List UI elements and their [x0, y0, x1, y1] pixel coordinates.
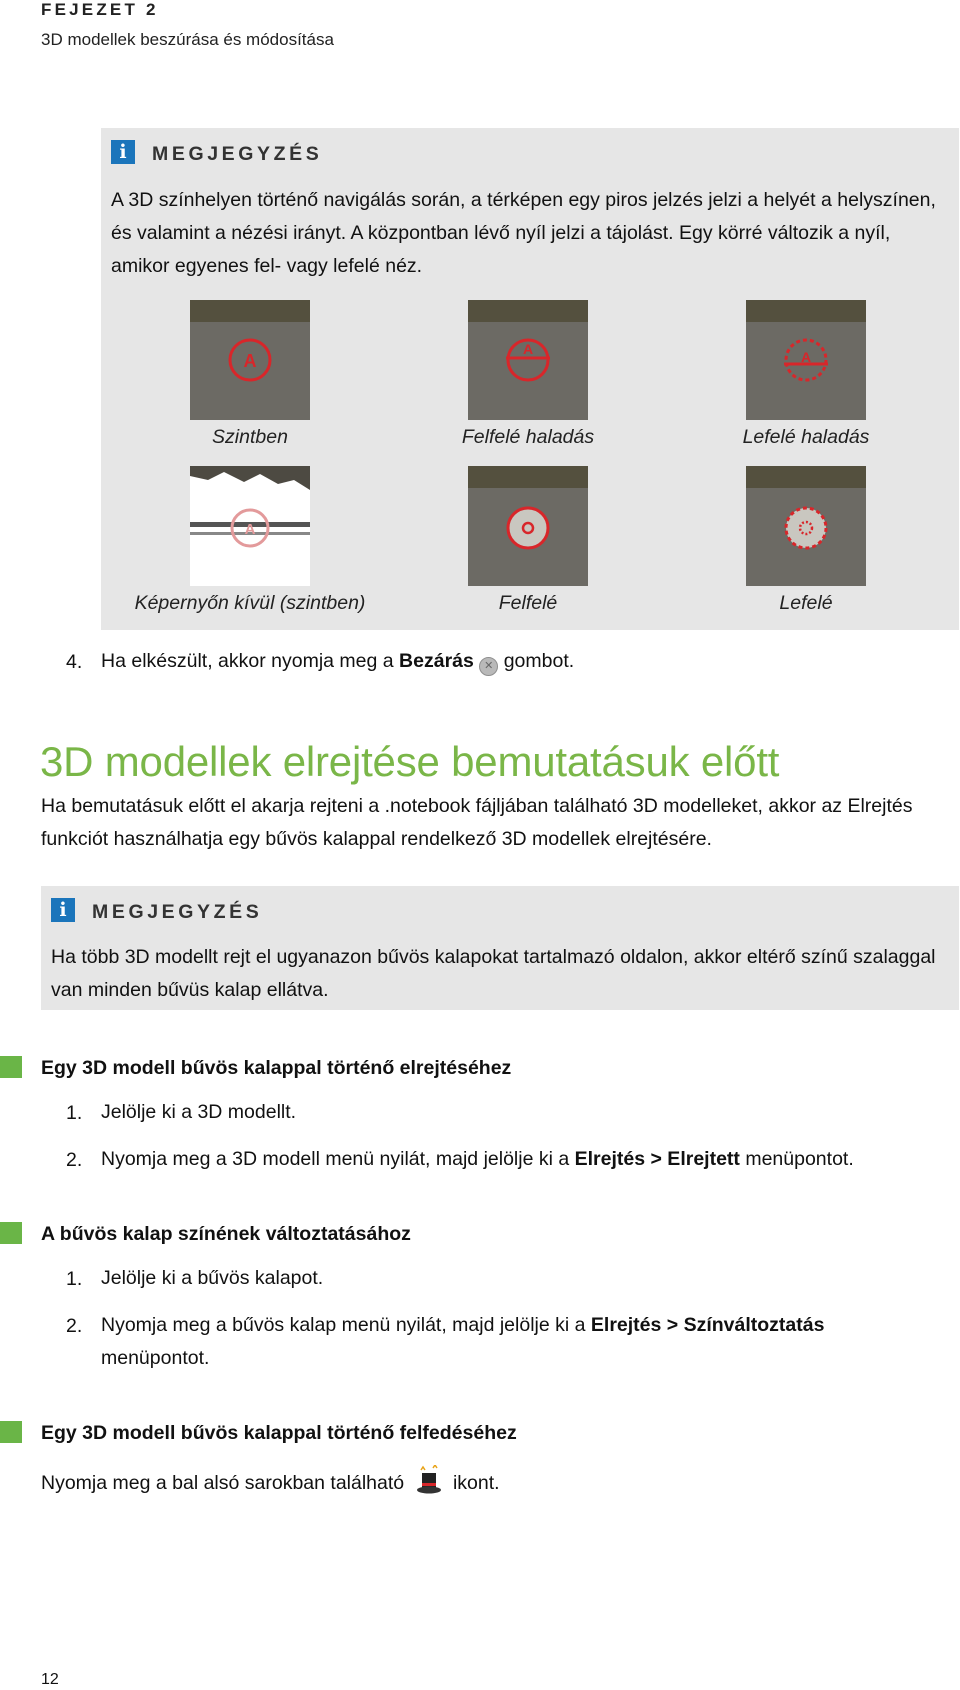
magic-hat-icon	[416, 1465, 442, 1495]
step-text-prefix: Nyomja meg a bal alsó sarokban található	[41, 1472, 405, 1494]
step-number: 2.	[66, 1315, 83, 1337]
step-number: 4.	[66, 651, 83, 673]
task-title-change-color: A bűvös kalap színének változtatásához	[41, 1223, 411, 1245]
svg-text:A: A	[800, 349, 812, 365]
map-marker-level-image	[190, 300, 310, 420]
menu-path: Elrejtés > Színváltoztatás	[590, 1314, 825, 1336]
map-marker-offscreen-image	[190, 466, 310, 586]
note-heading: MEGJEGYZÉS	[92, 901, 263, 923]
svg-text:A: A	[243, 351, 257, 371]
task-marker	[0, 1222, 22, 1244]
page-number: 12	[41, 1671, 59, 1688]
note-box-hats	[41, 886, 959, 1010]
step-text	[101, 1309, 931, 1375]
step-text	[101, 645, 921, 678]
caption-down: Lefelé	[779, 592, 833, 614]
close-button-icon: ✕	[479, 657, 498, 676]
step-text: Jelölje ki a bűvös kalapot.	[101, 1267, 324, 1289]
step-text-suffix: gombot.	[503, 650, 575, 672]
info-icon: i	[51, 898, 75, 922]
step-text	[41, 1465, 841, 1500]
task-title-reveal: Egy 3D modell bűvös kalappal történő felfedéséhez	[41, 1422, 517, 1444]
step-text-prefix: Ha elkészült, akkor nyomja meg a	[101, 650, 394, 672]
info-icon: i	[111, 140, 135, 164]
step-text: Jelölje ki a 3D modellt.	[101, 1101, 297, 1123]
step-text-prefix: Nyomja meg a bűvös kalap menü nyilát, majd jelölje ki a	[101, 1314, 586, 1336]
close-label: Bezárás	[399, 650, 474, 672]
chapter-subtitle: 3D modellek beszúrása és módosítása	[41, 30, 334, 49]
map-marker-down-image	[746, 466, 866, 586]
step-number: 1.	[66, 1268, 83, 1290]
chapter-label: FEJEZET 2	[41, 0, 159, 19]
section-title: 3D modellek elrejtése bemutatásuk előtt	[40, 738, 780, 785]
caption-offscreen: Képernyőn kívül (szintben)	[134, 592, 366, 614]
task-marker	[0, 1421, 22, 1443]
note-heading: MEGJEGYZÉS	[152, 143, 323, 165]
caption-level: Szintben	[212, 426, 288, 448]
note-text: A 3D színhelyen történő navigálás során, a térképen egy piros jelzés jelzi a helyét a helyszínen, és valamint a nézési irányt. A központban lévő nyíl jelzi a tájolást. Egy körré változik a nyíl, amikor egyenes fel- vagy lefelé néz.	[111, 189, 936, 277]
step-text	[101, 1143, 951, 1176]
task-marker	[0, 1056, 22, 1078]
step-text-suffix: menüpontot.	[745, 1148, 854, 1170]
caption-up: Felfelé	[498, 592, 558, 614]
step-number: 2.	[66, 1149, 83, 1171]
step-number: 1.	[66, 1102, 83, 1124]
caption-up-travel: Felfelé haladás	[461, 426, 595, 448]
step-text-suffix: menüpontot.	[101, 1347, 210, 1369]
task-title-hide: Egy 3D modell bűvös kalappal történő elrejtéséhez	[41, 1057, 512, 1079]
map-marker-down-travel-image	[746, 300, 866, 420]
section-intro: Ha bemutatásuk előtt el akarja rejteni a .notebook fájljában található 3D modelleket, akkor az Elrejtés funkciót használhatja egy bűvös kalappal rendelkező 3D modellek elrejtésére.	[41, 795, 913, 850]
menu-path: Elrejtés > Elrejtett	[574, 1148, 740, 1170]
svg-text:A: A	[244, 521, 256, 538]
step-text-prefix: Nyomja meg a 3D modell menü nyilát, majd jelölje ki a	[101, 1148, 570, 1170]
caption-down-travel: Lefelé haladás	[742, 426, 870, 448]
map-marker-up-travel-image	[468, 300, 588, 420]
svg-text:A: A	[522, 341, 534, 357]
step-text-suffix: ikont.	[452, 1472, 500, 1494]
note-text: Ha több 3D modellt rejt el ugyanazon bűvös kalapokat tartalmazó oldalon, akkor eltérő színű szalaggal van minden bűvüs kalap ellátva.	[51, 946, 936, 1001]
map-marker-up-image	[468, 466, 588, 586]
note-box-navigation	[101, 128, 959, 630]
